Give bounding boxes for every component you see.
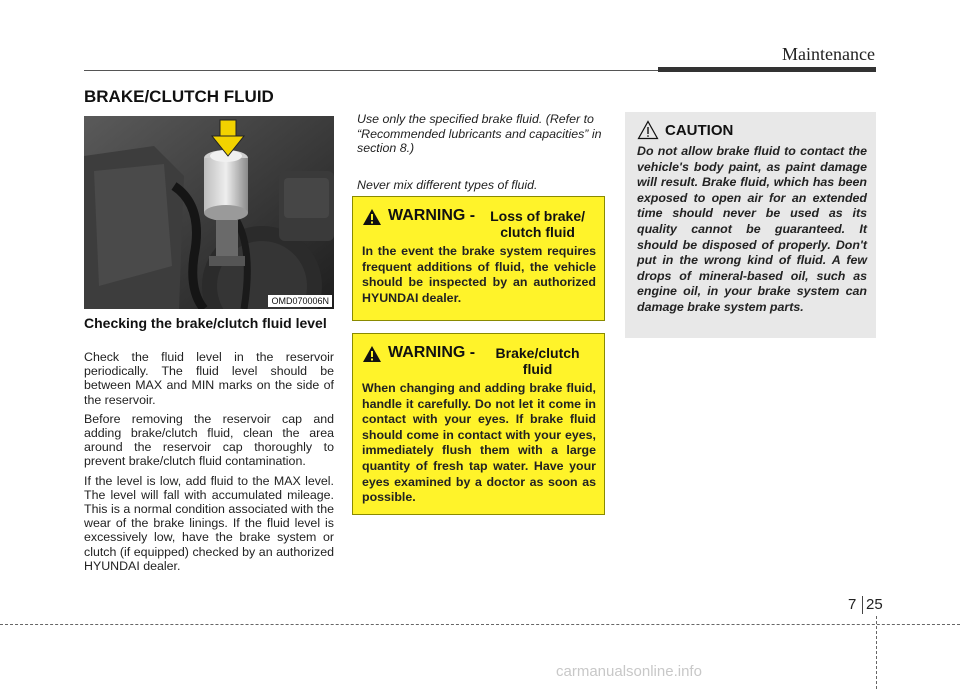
warning-label: WARNING - <box>388 207 476 224</box>
warning-triangle-icon <box>362 345 382 363</box>
checking-body <box>84 350 334 578</box>
warning-box-brake-fluid <box>352 333 605 515</box>
caution-triangle-icon <box>637 120 659 140</box>
caution-label: CAUTION <box>665 121 734 139</box>
warning-triangle-icon <box>362 208 382 226</box>
checking-paragraph: If the level is low, add fluid to the MAX level. The level will fall with accumulated mileage. This is a normal condition associated with the wear of the brake linings. If the fluid level is excessively low, have the brake system or clutch (if equipped) checked by an authorized HYUNDAI dealer. <box>84 473 334 573</box>
engine-bay-illustration <box>84 116 334 309</box>
warning-header <box>362 207 596 240</box>
chapter-number: 7 <box>848 596 857 613</box>
engine-bay-photo <box>84 116 334 309</box>
caution-text: Do not allow brake fluid to contact the vehicle's body paint, as paint damage will result. Brake fluid, which has been exposed to open air for an extended time should never be used as its quality cannot be guaranteed. It should be disposed of properly. Don't put in the wrong kind of fluid. A few drops of mineral-based oil, such as engine oil, in your brake system can damage brake system parts. <box>637 144 867 314</box>
warning-text: In the event the brake system requires frequent additions of fluid, the vehicle should be inspected by an authorized HYUNDAI dealer. <box>362 244 596 305</box>
footer-rule <box>0 624 960 625</box>
section-title: BRAKE/CLUTCH FLUID <box>84 87 274 106</box>
checking-paragraph: Check the fluid level in the reservoir periodically. The fluid level should be between MAX and MIN marks on the side of the reservoir. <box>84 350 334 407</box>
footer-vertical-rule <box>876 616 877 689</box>
warning-topic: Loss of brake/ clutch fluid <box>490 208 586 240</box>
caution-header <box>637 120 867 140</box>
warning-text: When changing and adding brake fluid, handle it carefully. Do not let it come in contact with your eyes. If brake fluid should come in contact with your eyes, immediately flush them with a large quantity of fresh tap water. Have your eyes examined by a doctor as soon as possible. <box>362 381 596 505</box>
page-divider <box>862 596 863 614</box>
page-number: 25 <box>866 596 883 613</box>
header-title: Maintenance <box>782 44 875 64</box>
warning-header <box>362 344 596 377</box>
warning-label: WARNING - <box>388 344 476 361</box>
fluid-spec-note: Use only the specified brake fluid. (Refer to “Recommended lubricants and capacities” in section 8.) <box>357 112 602 156</box>
no-mix-note: Never mix different types of fluid. <box>357 178 538 192</box>
caution-box <box>625 112 876 338</box>
warning-topic: Brake/clutch fluid <box>495 345 580 377</box>
warning-box-loss-of-fluid <box>352 196 605 321</box>
header-rule-bar <box>658 67 876 72</box>
figure-code: OMD070006N <box>268 295 332 307</box>
watermark: carmanualsonline.info <box>556 663 702 680</box>
checking-paragraph: Before removing the reservoir cap and adding brake/clutch fluid, clean the area around the reservoir cap thoroughly to prevent brake/clutch fluid contamination. <box>84 411 334 469</box>
checking-heading: Checking the brake/clutch fluid level <box>84 315 327 331</box>
header-rule <box>84 70 660 71</box>
